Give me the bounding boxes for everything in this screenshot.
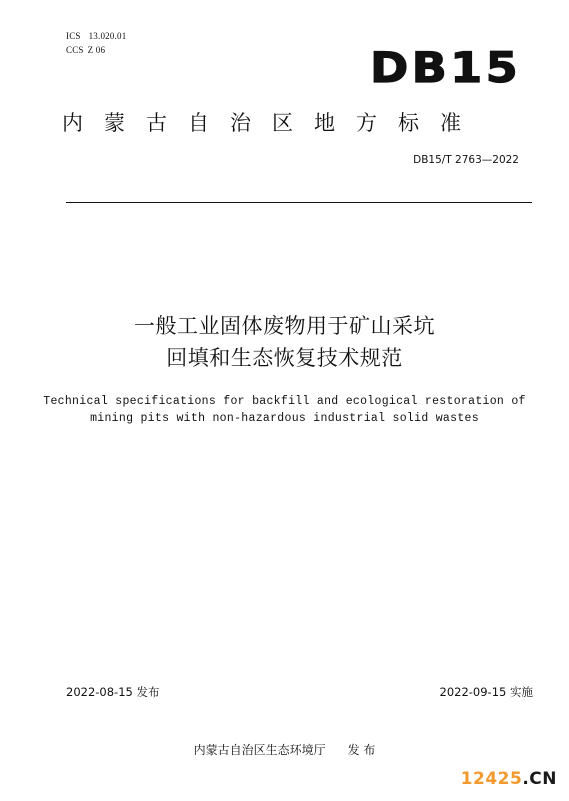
issuing-authority-heading: 内蒙古自治区地方标准 <box>62 111 482 135</box>
watermark-number: 12425 <box>460 769 523 789</box>
title-chinese-line-2: 回填和生态恢复技术规范 <box>166 346 403 370</box>
header-divider <box>66 202 532 203</box>
title-english-line-2: mining pits with non-hazardous industrial solid wastes <box>90 412 479 425</box>
ics-label: ICS <box>66 31 81 41</box>
issue-date: 2022-08-15 发布 <box>66 685 160 699</box>
publisher-action: 发 布 <box>347 743 376 757</box>
publisher-line <box>0 741 569 758</box>
ccs-label: CCS <box>66 45 84 55</box>
site-watermark <box>461 769 557 789</box>
implementation-date: 2022-09-15 实施 <box>439 685 533 699</box>
title-chinese-line-1: 一般工业固体废物用于矿山采坑 <box>134 314 435 338</box>
ccs-value: Z 06 <box>87 45 106 55</box>
ccs-code <box>66 45 105 55</box>
title-english-line-1: Technical specifications for backfill and ecological restoration of <box>43 395 526 408</box>
publisher-org: 内蒙古自治区生态环境厅 <box>193 743 326 757</box>
ics-value: 13.020.01 <box>88 31 127 41</box>
watermark-tld: .CN <box>522 769 557 789</box>
ics-code <box>66 31 126 41</box>
standard-number: DB15/T 2763—2022 <box>413 154 519 166</box>
db-logo-mark: DB15 <box>370 43 522 92</box>
